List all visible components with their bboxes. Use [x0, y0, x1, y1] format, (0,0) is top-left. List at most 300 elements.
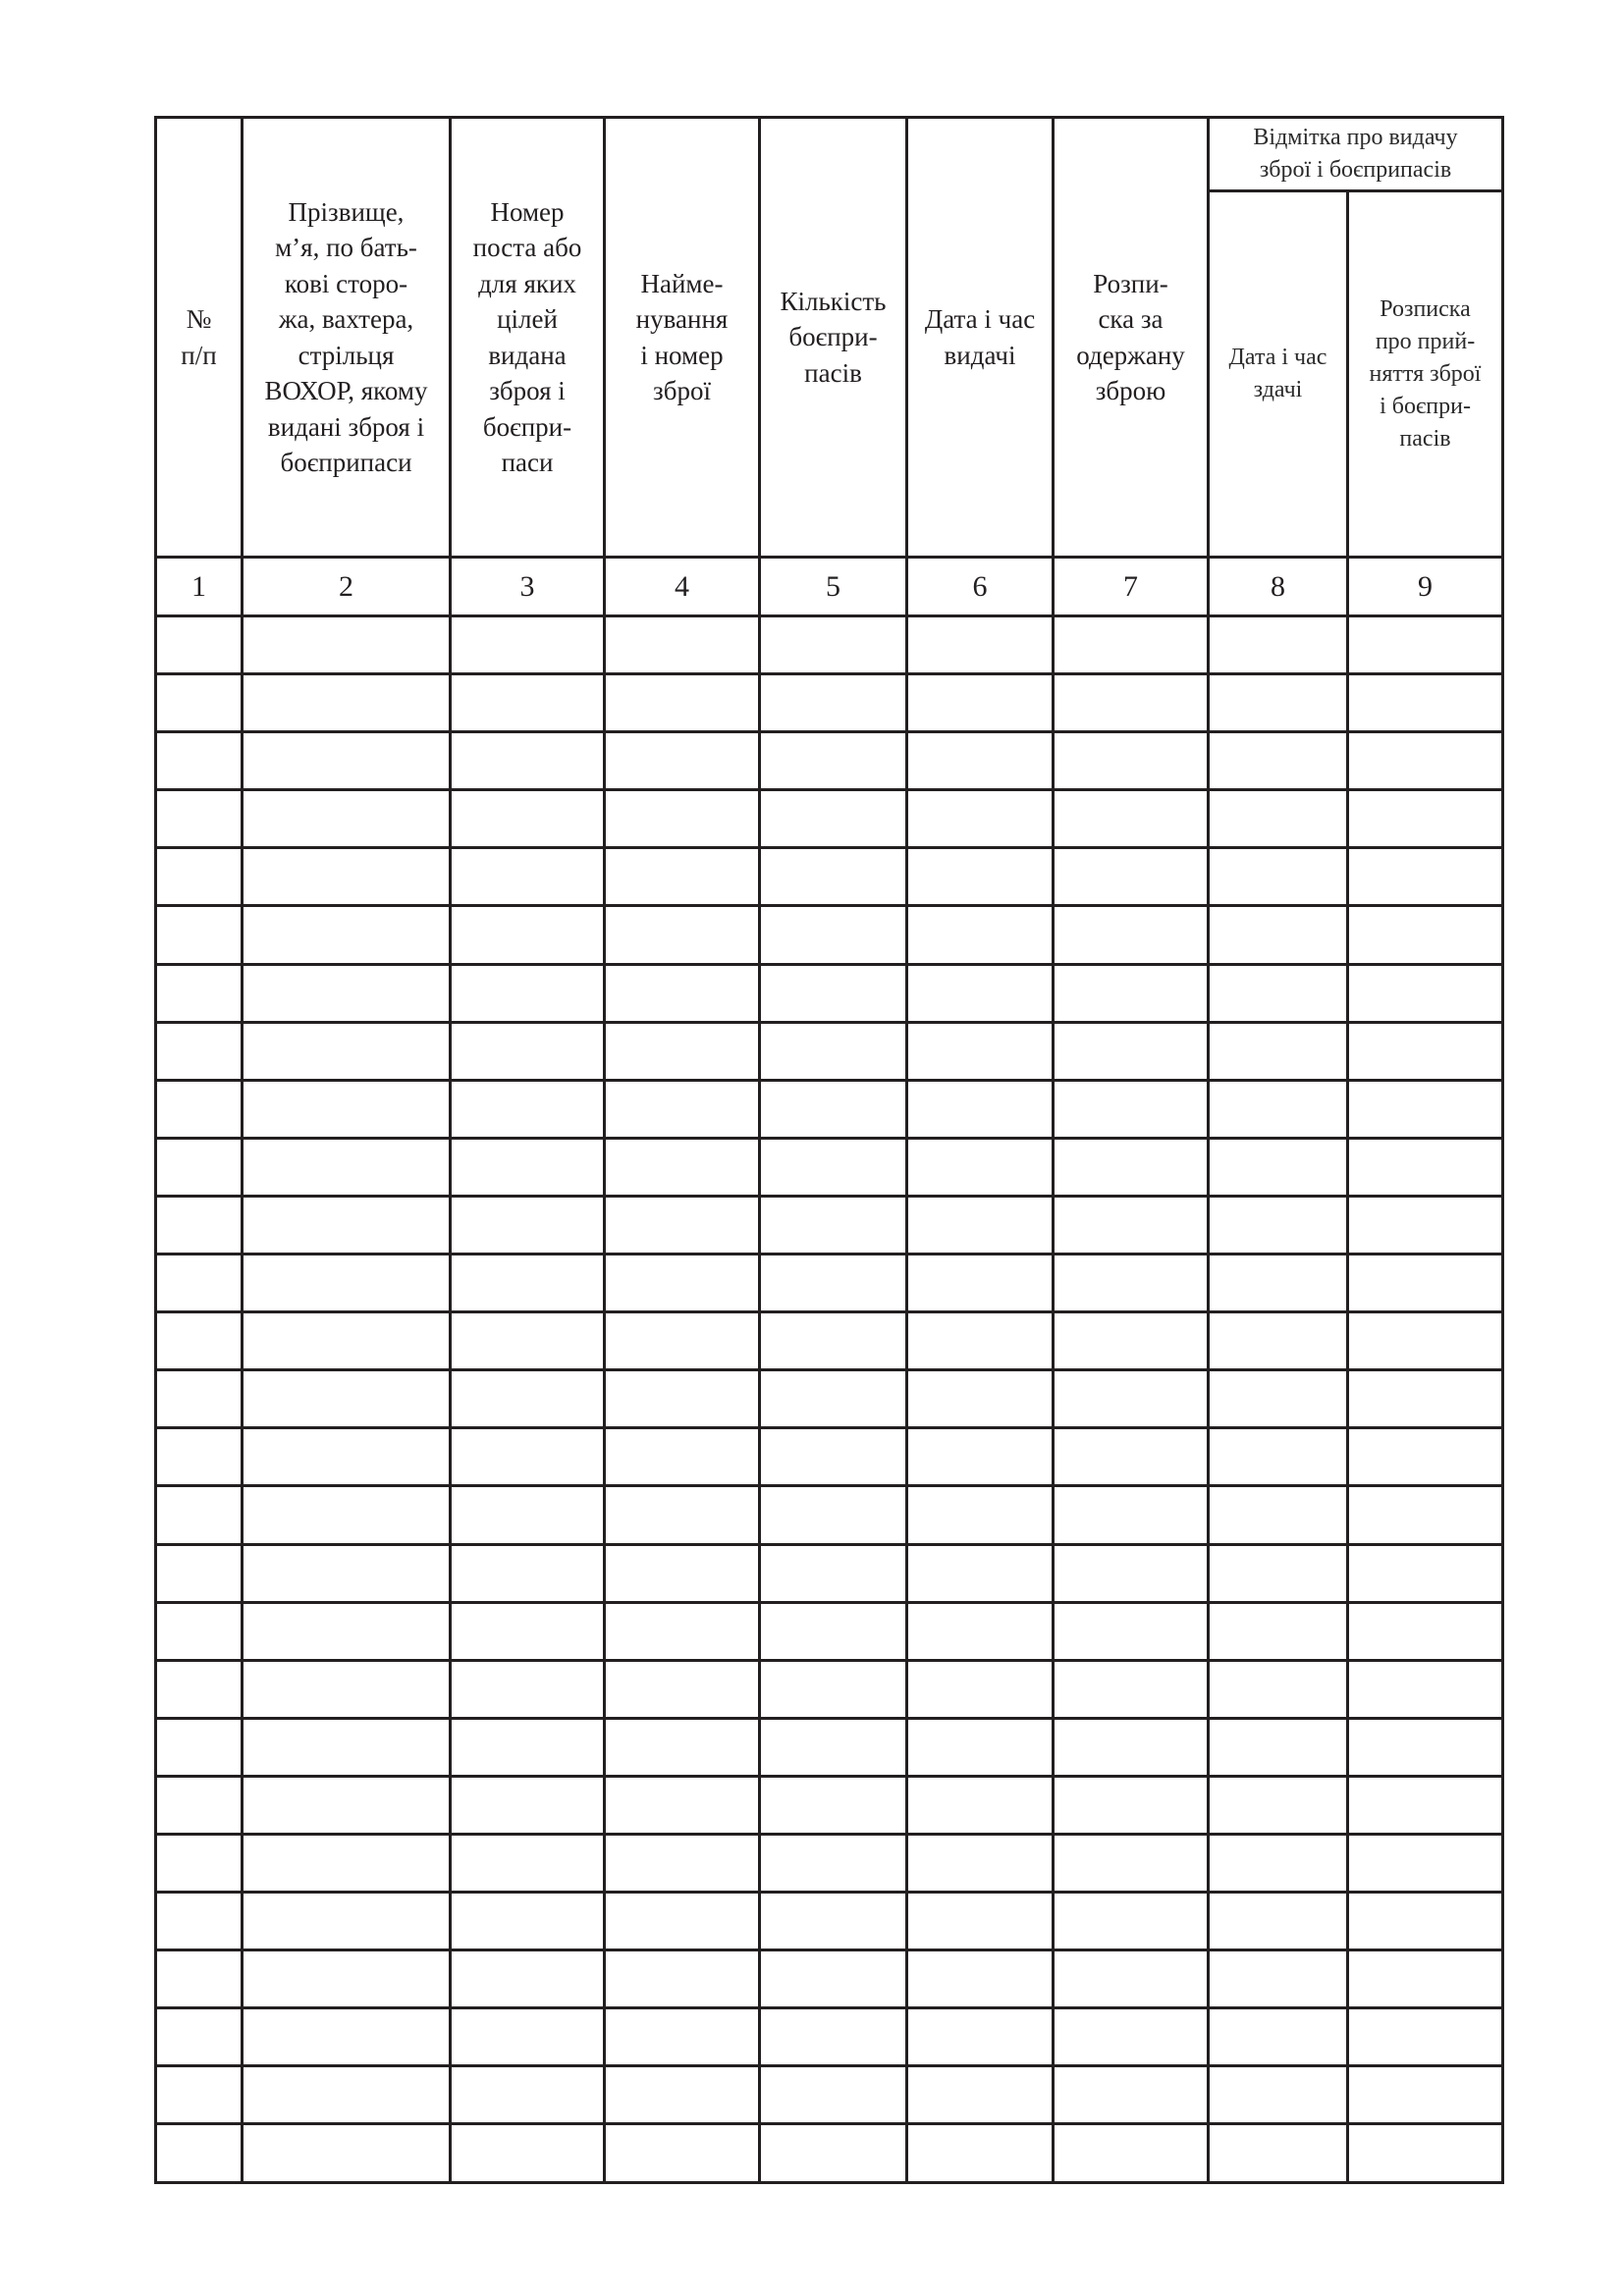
empty-cell[interactable]	[156, 1544, 243, 1602]
empty-cell[interactable]	[760, 1196, 907, 1254]
table-row	[156, 1602, 1503, 1660]
empty-cell[interactable]	[1209, 2008, 1348, 2066]
empty-cell[interactable]	[1054, 964, 1209, 1022]
empty-cell[interactable]	[451, 1370, 605, 1428]
empty-cell[interactable]	[760, 1312, 907, 1370]
table-row	[156, 964, 1503, 1022]
column-number-row	[156, 558, 1503, 616]
empty-cell[interactable]	[605, 732, 760, 790]
empty-cell[interactable]	[1209, 1022, 1348, 1080]
table-row	[156, 1950, 1503, 2008]
empty-cell[interactable]	[156, 1660, 243, 1718]
empty-cell[interactable]	[1348, 1718, 1503, 1776]
empty-cell[interactable]	[907, 1950, 1054, 2008]
empty-cell[interactable]	[451, 964, 605, 1022]
empty-cell[interactable]	[1209, 1776, 1348, 1834]
empty-cell[interactable]	[907, 1255, 1054, 1312]
column-number: 2	[243, 558, 451, 616]
header-text-line: Розпи-	[1093, 268, 1168, 298]
empty-cell[interactable]	[1054, 790, 1209, 848]
empty-cell[interactable]	[1054, 1428, 1209, 1486]
header-weapon-name	[605, 118, 760, 558]
empty-cell[interactable]	[907, 1660, 1054, 1718]
empty-cell[interactable]	[605, 1022, 760, 1080]
empty-cell[interactable]	[760, 1138, 907, 1196]
empty-cell[interactable]	[1054, 2066, 1209, 2124]
header-text-line: боєпри-	[788, 322, 878, 352]
empty-cell[interactable]	[1209, 1312, 1348, 1370]
empty-cell[interactable]	[243, 1718, 451, 1776]
header-text-line: п/п	[181, 340, 217, 370]
empty-cell[interactable]	[760, 906, 907, 964]
empty-cell[interactable]	[1209, 1893, 1348, 1950]
empty-cell[interactable]	[605, 1312, 760, 1370]
empty-cell[interactable]	[1054, 1312, 1209, 1370]
empty-cell[interactable]	[907, 1080, 1054, 1138]
empty-cell[interactable]	[760, 848, 907, 906]
empty-cell[interactable]	[1054, 1660, 1209, 1718]
empty-cell[interactable]	[605, 906, 760, 964]
empty-cell[interactable]	[605, 1893, 760, 1950]
empty-cell[interactable]	[605, 1602, 760, 1660]
empty-cell[interactable]	[605, 1486, 760, 1544]
empty-cell[interactable]	[760, 1950, 907, 2008]
empty-cell[interactable]	[1054, 1718, 1209, 1776]
empty-cell[interactable]	[1348, 1196, 1503, 1254]
empty-cell[interactable]	[760, 964, 907, 1022]
empty-cell[interactable]	[451, 1486, 605, 1544]
empty-cell[interactable]	[1209, 1370, 1348, 1428]
empty-cell[interactable]	[605, 1428, 760, 1486]
empty-cell[interactable]	[243, 1893, 451, 1950]
empty-cell[interactable]	[1348, 1370, 1503, 1428]
empty-cell[interactable]	[907, 2008, 1054, 2066]
empty-cell[interactable]	[243, 848, 451, 906]
empty-cell[interactable]	[907, 1428, 1054, 1486]
empty-cell[interactable]	[1054, 1602, 1209, 1660]
empty-cell[interactable]	[907, 1138, 1054, 1196]
empty-cell[interactable]	[243, 906, 451, 964]
empty-cell[interactable]	[156, 1255, 243, 1312]
header-text-line: здачі	[1253, 377, 1303, 402]
empty-cell[interactable]	[243, 964, 451, 1022]
header-text-line: зброї	[653, 376, 711, 405]
empty-cell[interactable]	[1209, 732, 1348, 790]
empty-cell[interactable]	[1348, 1834, 1503, 1892]
empty-cell[interactable]	[605, 1196, 760, 1254]
empty-cell[interactable]	[605, 1834, 760, 1892]
empty-cell[interactable]	[760, 2066, 907, 2124]
empty-cell[interactable]	[760, 1428, 907, 1486]
empty-cell[interactable]	[760, 674, 907, 732]
empty-cell[interactable]	[156, 1428, 243, 1486]
empty-cell[interactable]	[1054, 1950, 1209, 2008]
header-text-line: ВОХОР, якому	[264, 376, 428, 405]
empty-cell[interactable]	[156, 674, 243, 732]
empty-cell[interactable]	[907, 1776, 1054, 1834]
weapons-issue-journal-table	[154, 116, 1504, 2184]
empty-cell[interactable]	[1209, 674, 1348, 732]
empty-cell[interactable]	[760, 1080, 907, 1138]
empty-cell[interactable]	[605, 2008, 760, 2066]
column-number: 6	[907, 558, 1054, 616]
empty-cell[interactable]	[1348, 1312, 1503, 1370]
empty-cell[interactable]	[605, 1255, 760, 1312]
empty-cell[interactable]	[1209, 1428, 1348, 1486]
empty-cell[interactable]	[1348, 906, 1503, 964]
header-text-line: нування	[635, 304, 729, 334]
empty-cell[interactable]	[760, 616, 907, 674]
header-return-datetime	[1209, 191, 1348, 558]
empty-cell[interactable]	[1348, 1022, 1503, 1080]
empty-cell[interactable]	[156, 1022, 243, 1080]
empty-cell[interactable]	[243, 732, 451, 790]
column-number: 1	[156, 558, 243, 616]
empty-cell[interactable]	[156, 1893, 243, 1950]
table-row	[156, 674, 1503, 732]
empty-cell[interactable]	[1209, 2066, 1348, 2124]
empty-cell[interactable]	[1209, 1196, 1348, 1254]
empty-cell[interactable]	[605, 1660, 760, 1718]
empty-cell[interactable]	[605, 1544, 760, 1602]
empty-cell[interactable]	[1054, 1138, 1209, 1196]
header-text-line: Дата і час	[1228, 345, 1327, 370]
empty-cell[interactable]	[243, 1660, 451, 1718]
empty-cell[interactable]	[760, 790, 907, 848]
empty-cell[interactable]	[156, 1196, 243, 1254]
empty-cell[interactable]	[1054, 616, 1209, 674]
header-issue-datetime	[907, 118, 1054, 558]
empty-cell[interactable]	[907, 848, 1054, 906]
empty-cell[interactable]	[1209, 1602, 1348, 1660]
empty-cell[interactable]	[907, 674, 1054, 732]
empty-cell[interactable]	[156, 2008, 243, 2066]
empty-cell[interactable]	[243, 616, 451, 674]
empty-cell[interactable]	[451, 1544, 605, 1602]
empty-cell[interactable]	[1348, 1428, 1503, 1486]
empty-cell[interactable]	[1054, 674, 1209, 732]
header-text-line: Дата і час	[924, 304, 1036, 334]
empty-cell[interactable]	[1348, 964, 1503, 1022]
table-row	[156, 732, 1503, 790]
empty-cell[interactable]	[907, 1834, 1054, 1892]
empty-cell[interactable]	[1348, 2124, 1503, 2182]
empty-cell[interactable]	[1054, 1893, 1209, 1950]
empty-cell[interactable]	[605, 616, 760, 674]
column-number: 9	[1348, 558, 1503, 616]
empty-cell[interactable]	[605, 1080, 760, 1138]
empty-cell[interactable]	[156, 1080, 243, 1138]
empty-cell[interactable]	[605, 790, 760, 848]
empty-cell[interactable]	[1209, 1718, 1348, 1776]
empty-cell[interactable]	[760, 1893, 907, 1950]
empty-cell[interactable]	[605, 1776, 760, 1834]
empty-cell[interactable]	[243, 1370, 451, 1428]
empty-cell[interactable]	[451, 1428, 605, 1486]
empty-cell[interactable]	[1054, 1255, 1209, 1312]
table-row	[156, 1486, 1503, 1544]
empty-cell[interactable]	[1054, 848, 1209, 906]
empty-cell[interactable]	[243, 1428, 451, 1486]
header-text-line: боєприпаси	[280, 448, 412, 477]
empty-cell[interactable]	[1209, 906, 1348, 964]
empty-cell[interactable]	[1054, 1486, 1209, 1544]
table-row	[156, 2066, 1503, 2124]
header-text-line: пасів	[1399, 425, 1451, 452]
empty-cell[interactable]	[907, 1312, 1054, 1370]
empty-cell[interactable]	[1209, 616, 1348, 674]
table-row	[156, 790, 1503, 848]
empty-cell[interactable]	[1054, 1834, 1209, 1892]
header-receipt-signature	[1054, 118, 1209, 558]
empty-cell[interactable]	[1209, 2124, 1348, 2182]
empty-cell[interactable]	[451, 616, 605, 674]
empty-cell[interactable]	[605, 674, 760, 732]
empty-cell[interactable]	[243, 1834, 451, 1892]
empty-cell[interactable]	[605, 1718, 760, 1776]
empty-cell[interactable]	[1054, 1544, 1209, 1602]
empty-cell[interactable]	[1348, 848, 1503, 906]
empty-cell[interactable]	[1348, 616, 1503, 674]
empty-cell[interactable]	[1209, 964, 1348, 1022]
empty-cell[interactable]	[1054, 732, 1209, 790]
empty-cell[interactable]	[760, 1022, 907, 1080]
empty-cell[interactable]	[605, 848, 760, 906]
empty-cell[interactable]	[1348, 732, 1503, 790]
table-row	[156, 2124, 1503, 2182]
empty-cell[interactable]	[451, 848, 605, 906]
empty-cell[interactable]	[451, 1834, 605, 1892]
empty-cell[interactable]	[451, 2124, 605, 2182]
empty-cell[interactable]	[451, 1776, 605, 1834]
header-text-line: жа, вахтера,	[278, 304, 414, 334]
column-number: 7	[1054, 558, 1209, 616]
empty-cell[interactable]	[1054, 2008, 1209, 2066]
empty-cell[interactable]	[1348, 2008, 1503, 2066]
empty-cell[interactable]	[605, 964, 760, 1022]
empty-cell[interactable]	[1348, 1893, 1503, 1950]
empty-cell[interactable]	[760, 1255, 907, 1312]
empty-cell[interactable]	[243, 790, 451, 848]
empty-cell[interactable]	[907, 1370, 1054, 1428]
empty-cell[interactable]	[760, 1602, 907, 1660]
empty-cell[interactable]	[243, 2124, 451, 2182]
empty-cell[interactable]	[1209, 848, 1348, 906]
empty-cell[interactable]	[1209, 790, 1348, 848]
empty-cell[interactable]	[907, 1602, 1054, 1660]
empty-cell[interactable]	[1348, 1138, 1503, 1196]
empty-cell[interactable]	[760, 732, 907, 790]
empty-cell[interactable]	[1054, 1196, 1209, 1254]
empty-cell[interactable]	[760, 2008, 907, 2066]
table-row	[156, 1718, 1503, 1776]
empty-cell[interactable]	[156, 1718, 243, 1776]
empty-cell[interactable]	[1054, 1080, 1209, 1138]
empty-cell[interactable]	[907, 790, 1054, 848]
empty-cell[interactable]	[760, 1776, 907, 1834]
empty-cell[interactable]	[760, 1660, 907, 1718]
empty-cell[interactable]	[1209, 1080, 1348, 1138]
empty-cell[interactable]	[907, 1196, 1054, 1254]
empty-cell[interactable]	[1348, 1080, 1503, 1138]
empty-cell[interactable]	[1348, 1776, 1503, 1834]
empty-cell[interactable]	[1209, 1486, 1348, 1544]
header-text-line: про прий-	[1375, 328, 1476, 354]
header-text-line: Кількість	[780, 286, 887, 316]
empty-cell[interactable]	[1348, 1544, 1503, 1602]
table-row	[156, 1080, 1503, 1138]
empty-cell[interactable]	[451, 1138, 605, 1196]
empty-cell[interactable]	[243, 1950, 451, 2008]
empty-cell[interactable]	[451, 1718, 605, 1776]
empty-cell[interactable]	[243, 1138, 451, 1196]
empty-cell[interactable]	[907, 616, 1054, 674]
empty-cell[interactable]	[1209, 1544, 1348, 1602]
table-row	[156, 1370, 1503, 1428]
header-number	[156, 118, 243, 558]
empty-cell[interactable]	[1209, 1950, 1348, 2008]
empty-cell[interactable]	[243, 1196, 451, 1254]
header-return-mark-group	[1209, 118, 1503, 191]
empty-cell[interactable]	[605, 1370, 760, 1428]
empty-cell[interactable]	[451, 1255, 605, 1312]
empty-cell[interactable]	[156, 2124, 243, 2182]
empty-cell[interactable]	[451, 790, 605, 848]
empty-cell[interactable]	[243, 1544, 451, 1602]
empty-cell[interactable]	[451, 1196, 605, 1254]
header-text-line: зброї і боєприпасів	[1259, 157, 1452, 183]
empty-cell[interactable]	[605, 1950, 760, 2008]
empty-cell[interactable]	[907, 1022, 1054, 1080]
empty-cell[interactable]	[1054, 1370, 1209, 1428]
empty-cell[interactable]	[451, 2008, 605, 2066]
empty-cell[interactable]	[451, 1022, 605, 1080]
empty-cell[interactable]	[243, 1776, 451, 1834]
empty-cell[interactable]	[1348, 674, 1503, 732]
empty-cell[interactable]	[156, 906, 243, 964]
header-text-line: видана	[488, 340, 567, 370]
empty-cell[interactable]	[1054, 2124, 1209, 2182]
empty-cell[interactable]	[1348, 1255, 1503, 1312]
empty-cell[interactable]	[451, 2066, 605, 2124]
empty-cell[interactable]	[760, 1834, 907, 1892]
empty-cell[interactable]	[1348, 1602, 1503, 1660]
empty-cell[interactable]	[156, 732, 243, 790]
empty-cell[interactable]	[760, 1544, 907, 1602]
empty-cell[interactable]	[156, 2066, 243, 2124]
empty-cell[interactable]	[1209, 1138, 1348, 1196]
empty-cell[interactable]	[243, 1312, 451, 1370]
empty-cell[interactable]	[760, 1486, 907, 1544]
empty-cell[interactable]	[243, 1255, 451, 1312]
empty-cell[interactable]	[451, 1893, 605, 1950]
empty-cell[interactable]	[760, 1718, 907, 1776]
table-row	[156, 2008, 1503, 2066]
empty-cell[interactable]	[451, 732, 605, 790]
empty-cell[interactable]	[760, 1370, 907, 1428]
empty-cell[interactable]	[907, 2066, 1054, 2124]
empty-cell[interactable]	[243, 674, 451, 732]
empty-cell[interactable]	[1348, 1486, 1503, 1544]
empty-cell[interactable]	[243, 1080, 451, 1138]
empty-cell[interactable]	[907, 732, 1054, 790]
empty-cell[interactable]	[451, 1080, 605, 1138]
empty-cell[interactable]	[1348, 1660, 1503, 1718]
empty-cell[interactable]	[156, 1312, 243, 1370]
empty-cell[interactable]	[156, 1602, 243, 1660]
empty-cell[interactable]	[1209, 1660, 1348, 1718]
empty-cell[interactable]	[451, 1312, 605, 1370]
empty-cell[interactable]	[907, 964, 1054, 1022]
empty-cell[interactable]	[243, 1602, 451, 1660]
empty-cell[interactable]	[451, 1660, 605, 1718]
empty-cell[interactable]	[907, 1893, 1054, 1950]
empty-cell[interactable]	[1209, 1255, 1348, 1312]
empty-cell[interactable]	[156, 1138, 243, 1196]
empty-cell[interactable]	[156, 616, 243, 674]
empty-cell[interactable]	[1054, 906, 1209, 964]
empty-cell[interactable]	[605, 2124, 760, 2182]
empty-cell[interactable]	[605, 2066, 760, 2124]
table-row	[156, 1544, 1503, 1602]
header-text-line: Найме-	[640, 268, 724, 298]
empty-cell[interactable]	[1348, 2066, 1503, 2124]
header-text-line: цілей	[497, 304, 558, 334]
empty-cell[interactable]	[907, 2124, 1054, 2182]
empty-cell[interactable]	[156, 1370, 243, 1428]
empty-cell[interactable]	[156, 1834, 243, 1892]
empty-cell[interactable]	[1054, 1776, 1209, 1834]
empty-cell[interactable]	[156, 1950, 243, 2008]
empty-cell[interactable]	[243, 1022, 451, 1080]
header-text-line: зброя і	[489, 376, 566, 405]
empty-cell[interactable]	[605, 1138, 760, 1196]
empty-cell[interactable]	[451, 674, 605, 732]
table-row	[156, 1022, 1503, 1080]
empty-cell[interactable]	[156, 1776, 243, 1834]
table-row	[156, 1428, 1503, 1486]
empty-cell[interactable]	[907, 906, 1054, 964]
empty-cell[interactable]	[1054, 1022, 1209, 1080]
header-text-line: боєпри-	[482, 411, 572, 442]
empty-cell[interactable]	[907, 1486, 1054, 1544]
header-text-line: кові сторо-	[284, 268, 408, 298]
empty-cell[interactable]	[907, 1718, 1054, 1776]
empty-cell[interactable]	[156, 1486, 243, 1544]
empty-cell[interactable]	[451, 1602, 605, 1660]
header-text-line: зброю	[1095, 376, 1166, 405]
empty-cell[interactable]	[156, 790, 243, 848]
table-row	[156, 1196, 1503, 1254]
empty-cell[interactable]	[1209, 1834, 1348, 1892]
header-text-line: видані зброя і	[267, 411, 425, 442]
empty-cell[interactable]	[243, 2066, 451, 2124]
header-ammo-quantity	[760, 118, 907, 558]
header-text-line: паси	[501, 448, 554, 477]
empty-cell[interactable]	[760, 2124, 907, 2182]
empty-cell[interactable]	[451, 906, 605, 964]
empty-cell[interactable]	[907, 1544, 1054, 1602]
empty-cell[interactable]	[1348, 790, 1503, 848]
table-row	[156, 906, 1503, 964]
empty-cell[interactable]	[156, 964, 243, 1022]
empty-cell[interactable]	[243, 1486, 451, 1544]
empty-cell[interactable]	[451, 1950, 605, 2008]
empty-cell[interactable]	[1348, 1950, 1503, 2008]
empty-cell[interactable]	[243, 2008, 451, 2066]
column-number: 5	[760, 558, 907, 616]
empty-cell[interactable]	[156, 848, 243, 906]
